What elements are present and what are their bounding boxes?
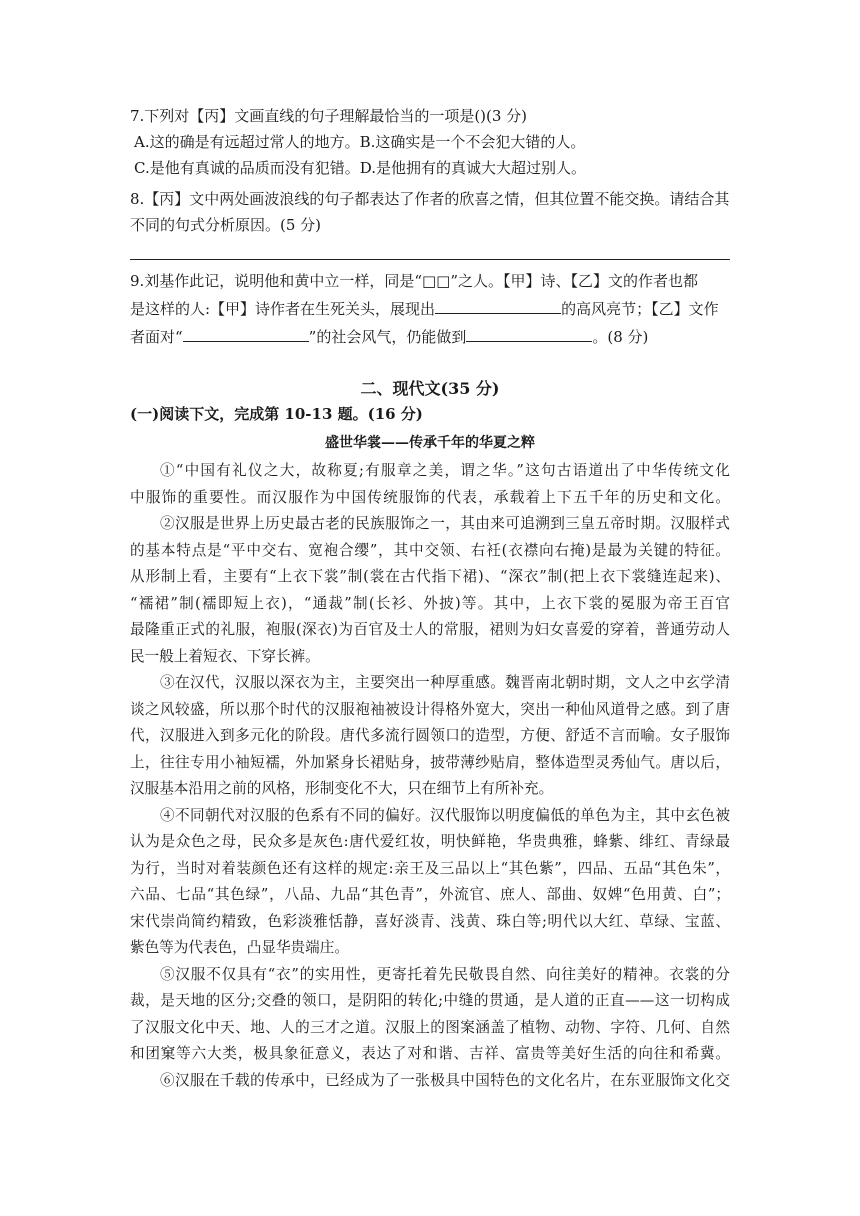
article-line: ②汉服是世界上历史最古老的民族服饰之一，其由来可追溯到三皇五帝时期。汉服样式: [160, 515, 730, 532]
article-line: “襦裙”制(襦即短上衣)，“通裁”制(长衫、外披)等。其中，上衣下裳的冕服为帝王百官: [130, 594, 730, 612]
section-instruction: (一)阅读下文，完成第 10-13 题。(16 分): [130, 405, 423, 423]
q9-line-3c: 。(8 分): [592, 328, 649, 346]
article-line: 认为是众色之母，民众多是灰色:唐代爱红妆，明快鲜艳，华贵典雅，蜂紫、绯红、青绿最: [130, 833, 730, 850]
q7-options-ab: A.这的确是有远超过常人的地方。B.这确实是一个不会犯大错的人。: [134, 133, 586, 151]
article-line: 宋代崇尚简约精致，色彩淡雅恬静，喜好淡青、浅黄、珠白等;明代以大红、草绿、宝蓝、: [130, 912, 730, 930]
q9-blank-3[interactable]: [466, 323, 592, 342]
article-line: 裁，是天地的区分;交叠的领口，是阴阳的转化;中缝的贯通，是人道的正直——这一切构成: [130, 992, 730, 1009]
q7-options-cd: C.是他有真诚的品质而没有犯错。D.是他拥有的真诚大大超过别人。: [134, 159, 586, 177]
article-line: ④不同朝代对汉服的色系有不同的偏好。汉代服饰以明度偏低的单色为主，其中玄色被: [160, 806, 730, 824]
article-line: 六品、七品“其色绿”，八品、九品“其色青”，外流官、庶人、部曲、奴婢“色用黄、白”；: [130, 886, 730, 903]
question-8: [130, 186, 730, 238]
article-line: 汉服基本沿用之前的风格，形制变化不大，只在细节上有所补充。: [130, 780, 554, 797]
q9-line-3: [130, 323, 730, 351]
q8-line-2: 不同的句式分析原因。(5 分): [130, 216, 322, 234]
q9-line-3b: ”的社会风气，仍能做到: [308, 328, 467, 346]
article-body: [130, 458, 730, 1094]
q9-line-3a: 者面对“: [130, 328, 183, 346]
article-line: 上，往往专用小袖短襦，外加紧身长裙贴身，披带薄纱贴肩，整体造型灵秀仙气。唐以后，: [130, 753, 730, 771]
q9-line-1: 9.刘基作此记，说明他和黄中立一样，同是“□□”之人。【甲】诗、【乙】文的作者也都: [130, 272, 698, 290]
q8-line-1: 8.【丙】文中两处画波浪线的句子都表达了作者的欣喜之情，但其位置不能交换。请结合其: [130, 190, 730, 208]
article-line: ⑥汉服在千载的传承中，已经成为了一张极具中国特色的文化名片，在东亚服饰文化交: [160, 1071, 730, 1089]
q9-blank-2[interactable]: [183, 323, 309, 342]
q8-answer-line[interactable]: [130, 259, 730, 260]
question-7: [130, 103, 730, 181]
q7-stem: 7.下列对【丙】文画直线的句子理解最恰当的一项是()(3 分): [130, 107, 528, 125]
q9-line-2a: 是这样的人:【甲】诗作者在生死关头，展现出: [130, 300, 436, 318]
question-9: [130, 267, 730, 351]
article-line: ⑤汉服不仅具有“衣”的实用性，更寄托着先民敬畏自然、向往美好的精神。衣裳的分: [160, 965, 730, 983]
q9-line-2: [130, 295, 730, 323]
article-line: 中服饰的重要性。而汉服作为中国传统服饰的代表，承载着上下五千年的历史和文化。: [130, 488, 730, 506]
article-title: 盛世华裳——传承千年的华夏之粹: [325, 435, 535, 451]
article-line: 最隆重正式的礼服，袍服(深衣)为百官及士人的常服，裙则为妇女喜爱的穿着，普通劳动人: [130, 621, 730, 638]
article-line: 了汉服文化中天、地、人的三才之道。汉服上的图案涵盖了植物、动物、字符、几何、自然: [130, 1018, 730, 1036]
article-line: 的基本特点是“平中交右、宽袍合缨”，其中交领、右衽(衣襟向右掩)是最为关键的特征。: [130, 541, 730, 559]
article-line: 民一般上着短衣、下穿长裤。: [130, 647, 320, 665]
q9-blank-1[interactable]: [435, 295, 561, 314]
article-line: 为行，当时对着装颜色还有这样的规定:亲王及三品以上“其色紫”，四品、五品“其色朱”，: [130, 859, 730, 877]
article-line: 代，汉服进入到多元化的阶段。唐代多流行圆领口的造型，方便、舒适不言而喻。女子服饰: [130, 727, 730, 744]
article-line: 紫色等为代表色，凸显华贵端庄。: [130, 939, 349, 956]
article-line: ③在汉代，汉服以深衣为主，主要突出一种厚重感。魏晋南北朝时期，文人之中玄学清: [160, 674, 730, 691]
section-title: 二、现代文(35 分): [360, 379, 500, 398]
article-line: 谈之风较盛，所以那个时代的汉服袍袖被设计得格外宽大，突出一种仙风道骨之感。到了唐: [130, 700, 730, 718]
article-line: 从形制上看，主要有“上衣下裳”制(裳在古代指下裙)、“深衣”制(把上衣下裳缝连起来)、: [130, 568, 730, 585]
q9-line-2b: 的高风亮节；【乙】文作: [561, 300, 719, 318]
article-line: 和团窠等六大类，极具象征意义，表达了对和谐、吉祥、富贵等美好生活的向往和希冀。: [130, 1045, 730, 1062]
article-line: ①“中国有礼仪之大，故称夏;有服章之美，谓之华。”这句古语道出了中华传统文化: [160, 462, 730, 479]
